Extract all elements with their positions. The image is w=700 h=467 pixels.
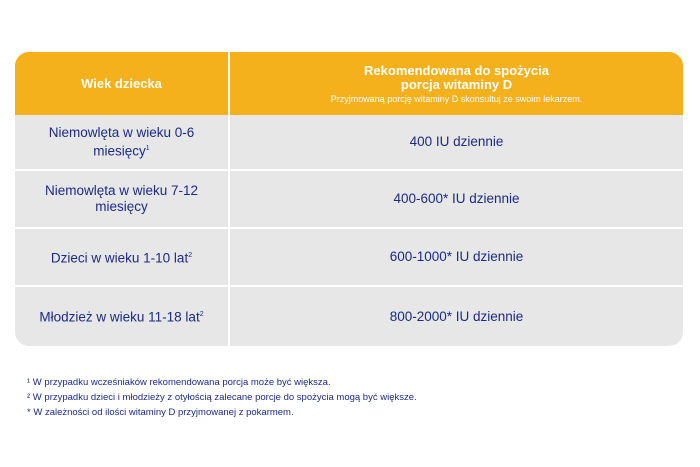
column-divider [228,52,230,346]
header-dose [230,52,683,115]
footnote-ref: 1 [145,144,150,152]
footnote-ref: 2 [199,311,204,319]
header-age-label: Wiek dziecka [81,76,162,91]
age-cell [15,287,228,346]
footnotes [27,375,677,420]
footnote-1: ¹ W przypadku wcześniaków rekomendowana porcja może być większa. [27,377,331,388]
table-row [15,115,683,169]
dose-cell [230,287,683,346]
footnote-ref: 2 [188,251,193,259]
header-age [15,52,228,115]
age-text-2: miesięcy [93,143,146,159]
dose-text: 600-1000* IU dziennie [389,249,524,264]
table-row [15,229,683,285]
dose-text: 400-600* IU dziennie [393,191,520,206]
age-cell [15,115,228,169]
table-row [15,287,683,346]
age-text: Niemowlęta w wieku 0-6 [48,124,195,140]
header-dose-line2: porcja witaminy D [400,76,513,92]
age-text: Niemowlęta w wieku 7-12 [44,183,199,198]
vitamin-d-table [15,52,683,346]
table-header [15,52,683,115]
footnote-3: * W zależności od ilości witaminy D przyjmowanej z pokarmem. [27,407,294,418]
dose-text: 400 IU dziennie [409,134,504,149]
age-text: Dzieci w wieku 1-10 lat [50,250,189,266]
dose-cell [230,229,683,285]
footnote-2: ² W przypadku dzieci i młodzieży z otyłością zalecane porcje do spożycia mogą być większe. [27,392,417,403]
dose-cell [230,115,683,169]
age-text-2: miesięcy [95,199,148,214]
header-dose-line1: Rekomendowana do spożycia [364,62,549,78]
age-cell [15,171,228,227]
table-row [15,171,683,227]
age-text: Młodzież w wieku 11-18 lat [39,309,200,325]
dose-cell [230,171,683,227]
dose-text: 800-2000* IU dziennie [389,308,524,324]
header-dose-note: Przyjmowaną porcję witaminy D skonsultuj ze swoim lekarzem. [330,93,583,104]
age-cell [15,229,228,285]
